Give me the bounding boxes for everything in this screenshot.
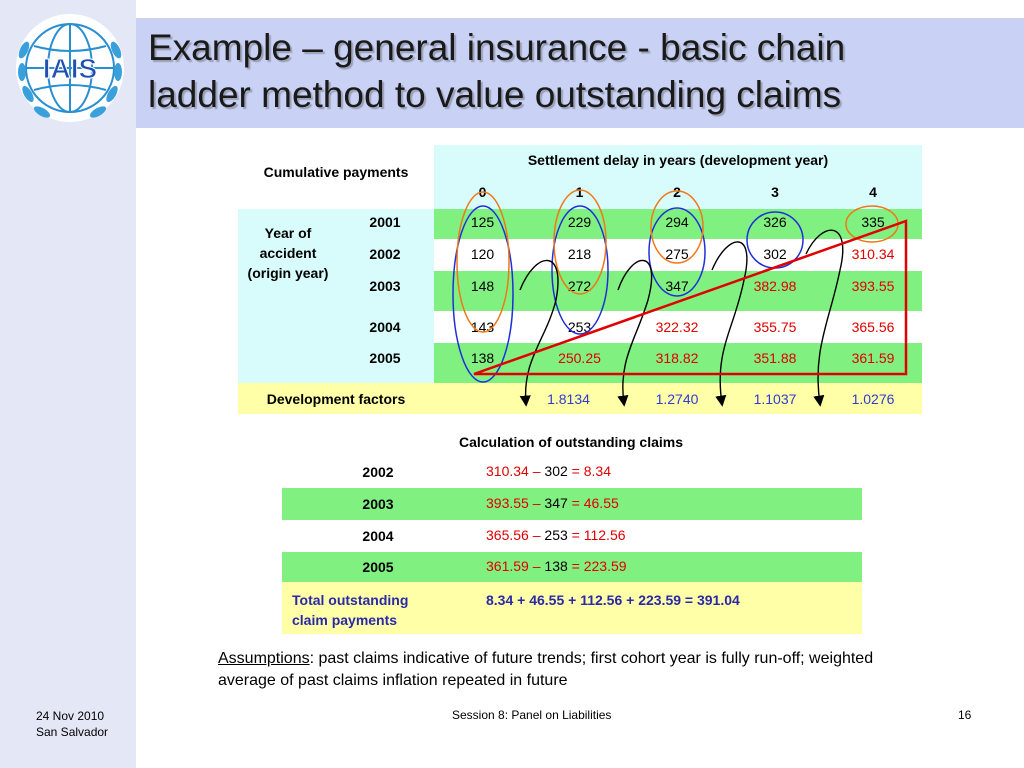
cell-2003-d2: 347 bbox=[665, 278, 689, 294]
title-line-2: ladder method to value outstanding claims bbox=[148, 74, 842, 115]
settlement-delay-header: Settlement delay in years (development year) bbox=[527, 152, 829, 168]
outstanding-year-2002: 2002 bbox=[362, 464, 394, 480]
outstanding-calc-2002: 310.34 – 302 = 8.34 bbox=[486, 463, 611, 479]
cell-2004-d2: 322.32 bbox=[655, 319, 699, 335]
cell-2002-d2: 275 bbox=[665, 246, 689, 262]
cell-2001-d3: 326 bbox=[763, 214, 787, 230]
year-label-2001: 2001 bbox=[369, 214, 401, 230]
outstanding-calc-2003: 393.55 – 347 = 46.55 bbox=[486, 495, 619, 511]
year-label-2005: 2005 bbox=[369, 350, 401, 366]
ellipse-orange-d4 bbox=[846, 206, 898, 242]
cell-2005-d3: 351.88 bbox=[753, 350, 797, 366]
arrow-factor-3 bbox=[712, 242, 747, 404]
ellipse-orange-d0 bbox=[457, 192, 509, 332]
cell-2002-d1: 218 bbox=[567, 246, 592, 262]
assumptions-text: Assumptions: past claims indicative of future trends; first cohort year is fully run-off; weighted average of past claims inflation repeated in future bbox=[218, 650, 874, 689]
cumulative-payments-header: Cumulative payments bbox=[263, 163, 409, 180]
dev-year-3: 3 bbox=[771, 184, 779, 200]
arrow-factor-4 bbox=[806, 230, 843, 404]
cell-2005-d4: 361.59 bbox=[851, 350, 895, 366]
cell-2003-d4: 393.55 bbox=[851, 278, 895, 294]
footer-session: Session 8: Panel on Liabilities bbox=[452, 708, 612, 722]
total-outstanding-label: Total outstanding claim payments bbox=[292, 592, 409, 628]
cell-2002-d3: 302 bbox=[763, 246, 787, 262]
cell-2004-d3: 355.75 bbox=[753, 319, 797, 335]
outstanding-year-2003: 2003 bbox=[362, 496, 394, 512]
outstanding-year-2005: 2005 bbox=[362, 559, 394, 575]
dev-year-0: 0 bbox=[478, 184, 487, 200]
ellipse-orange-d2 bbox=[651, 191, 703, 263]
cell-2002-d4: 310.34 bbox=[851, 246, 895, 262]
footer-page-number: 16 bbox=[958, 708, 972, 722]
arrow-factor-2 bbox=[618, 260, 652, 404]
dev-factor-2: 1.2740 bbox=[655, 391, 699, 407]
outstanding-calc-2004: 365.56 – 253 = 112.56 bbox=[486, 527, 626, 543]
dev-year-4: 4 bbox=[869, 184, 877, 200]
dev-factor-1: 1.8134 bbox=[547, 391, 590, 407]
ellipse-blue-d0 bbox=[453, 206, 513, 382]
cell-2003-d0: 148 bbox=[470, 278, 495, 294]
dev-year-1: 1 bbox=[575, 184, 584, 200]
dev-factor-4: 1.0276 bbox=[851, 391, 895, 407]
origin-year-label: Year of accident (origin year) bbox=[247, 225, 329, 281]
logo-text: IAIS bbox=[42, 53, 98, 84]
cell-2001-d1: 229 bbox=[567, 214, 592, 230]
dev-factors-label: Development factors bbox=[266, 391, 406, 407]
cell-2004-d1: 253 bbox=[567, 319, 592, 335]
footer-date-place: 24 Nov 2010 San Salvador bbox=[36, 709, 109, 739]
year-label-2002: 2002 bbox=[369, 246, 401, 262]
year-label-2004: 2004 bbox=[369, 319, 401, 335]
cell-2001-d4: 335 bbox=[861, 214, 885, 230]
cell-2004-d4: 365.56 bbox=[851, 319, 895, 335]
cell-2003-d3: 382.98 bbox=[753, 278, 797, 294]
dev-factor-3: 1.1037 bbox=[753, 391, 797, 407]
outstanding-title: Calculation of outstanding claims bbox=[458, 434, 684, 450]
cell-2001-d0: 125 bbox=[470, 214, 495, 230]
assumptions-label: Assumptions bbox=[218, 650, 310, 667]
ellipse-blue-d1 bbox=[552, 206, 608, 334]
title-line-1: Example – general insurance - basic chain bbox=[148, 27, 846, 68]
dev-year-2: 2 bbox=[673, 184, 681, 200]
cell-2001-d2: 294 bbox=[665, 214, 689, 230]
projection-triangle bbox=[474, 221, 906, 374]
cell-2005-d2: 318.82 bbox=[655, 350, 699, 366]
year-label-2003: 2003 bbox=[369, 278, 401, 294]
cell-2004-d0: 143 bbox=[470, 319, 495, 335]
outstanding-year-2004: 2004 bbox=[362, 528, 394, 544]
total-outstanding-formula: 8.34 + 46.55 + 112.56 + 223.59 = 391.04 bbox=[486, 592, 740, 608]
cell-2005-d0: 138 bbox=[470, 350, 495, 366]
outstanding-calc-2005: 361.59 – 138 = 223.59 bbox=[486, 558, 627, 574]
cell-2005-d1: 250.25 bbox=[558, 350, 601, 366]
cell-2003-d1: 272 bbox=[567, 278, 592, 294]
cell-2002-d0: 120 bbox=[470, 246, 495, 262]
